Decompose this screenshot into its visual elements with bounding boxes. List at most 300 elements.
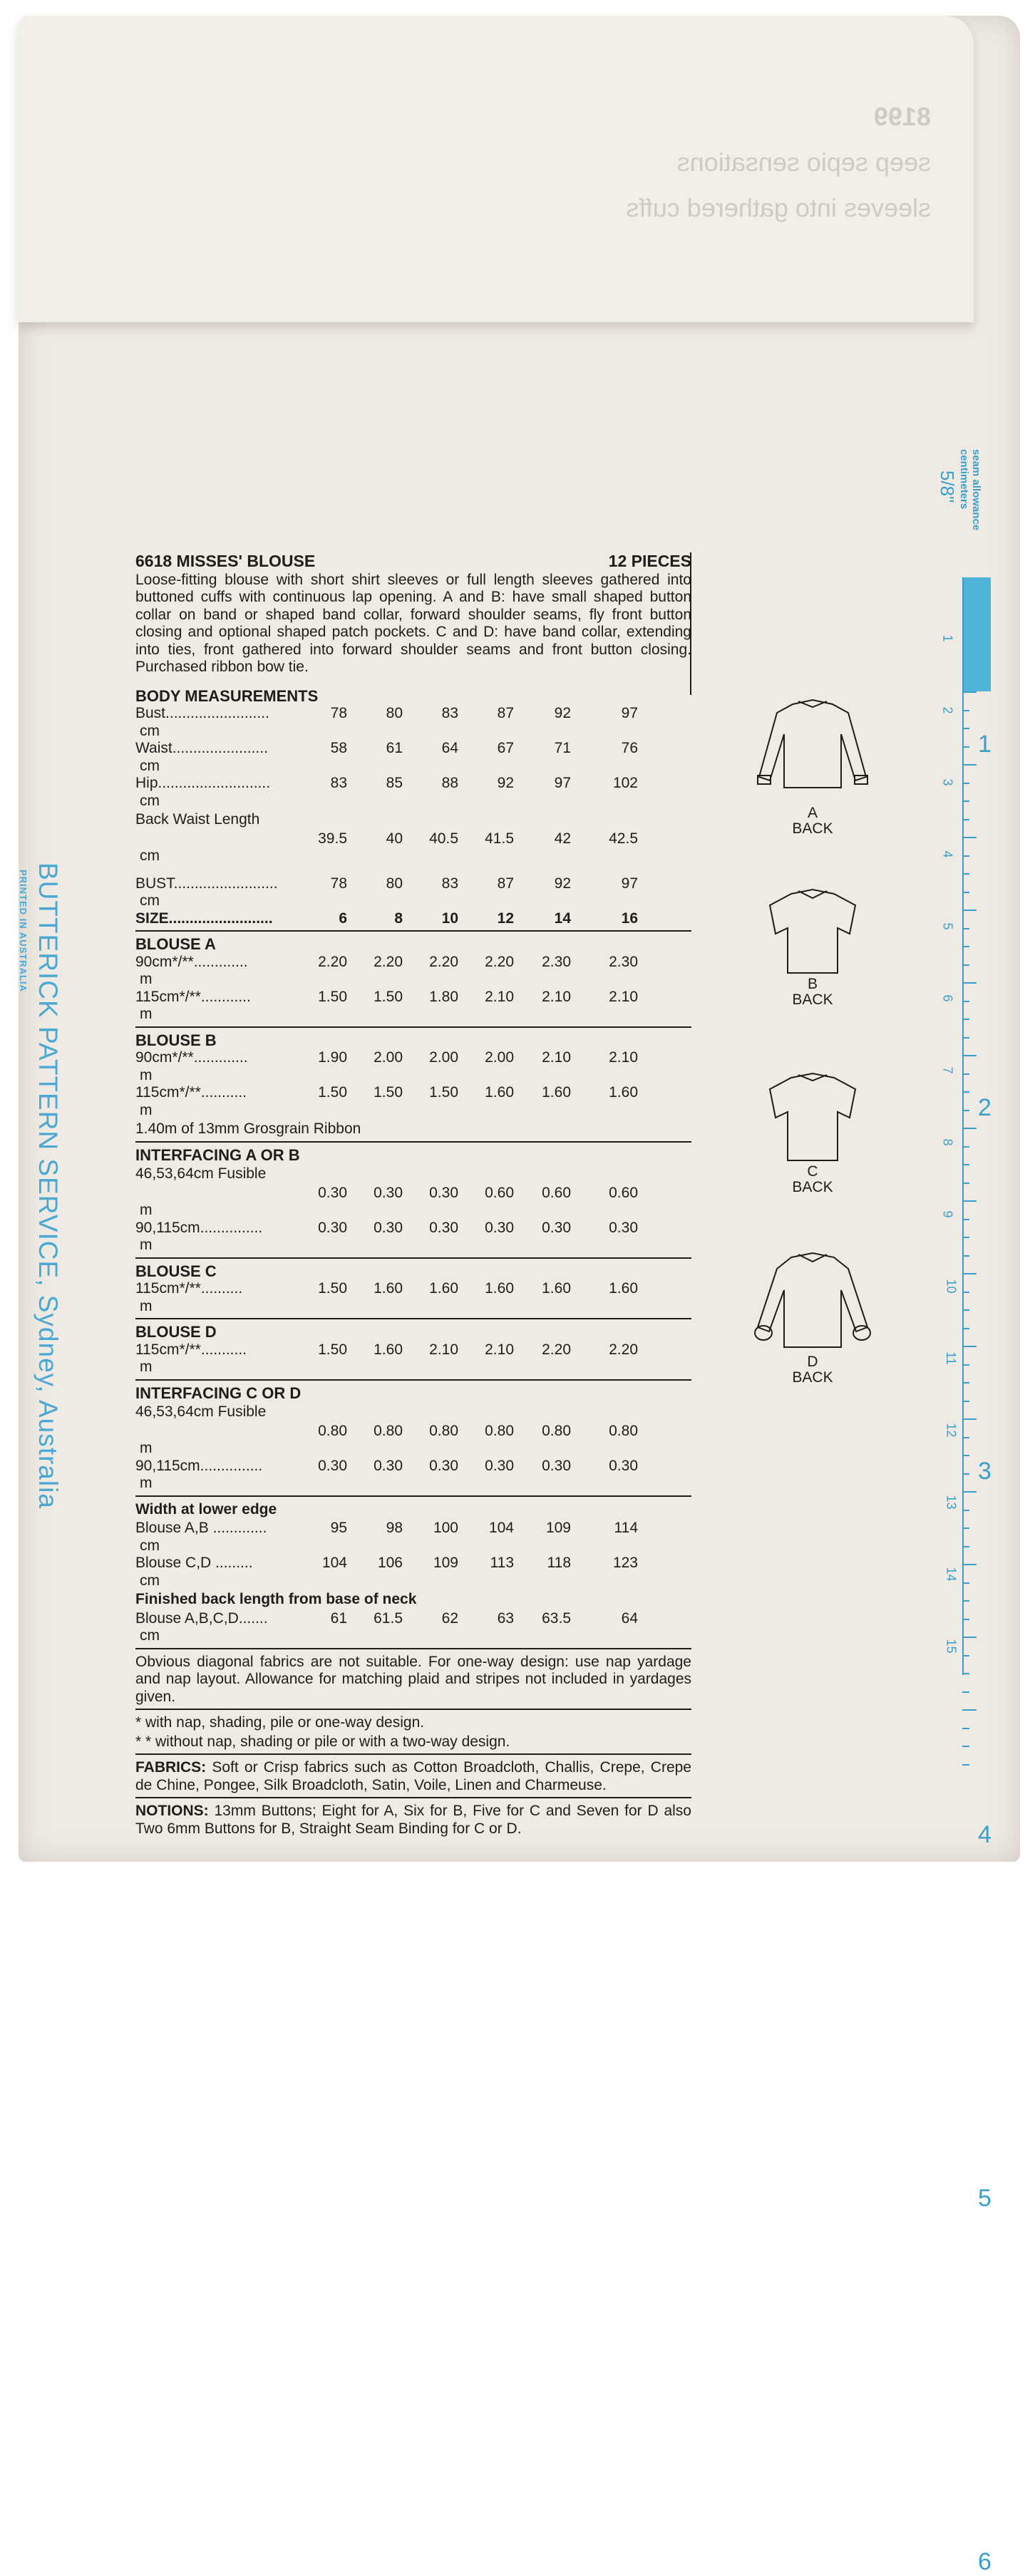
ruler-tick [962,1582,969,1584]
cell-unit: cm [140,1572,160,1589]
table-row [135,1458,691,1493]
cell-value: 95 [330,1520,347,1536]
ruler-tick [962,1328,969,1329]
cell-value: 98 [386,1520,403,1536]
cell-value: 42 [554,830,571,847]
seam-ruler [937,449,1005,2575]
cell-value: 114 [614,1520,638,1536]
table-row [135,1280,691,1315]
cell-unit: m [140,971,153,987]
cell-value: 2.20 [609,1341,638,1358]
ruler-tick [962,1273,977,1274]
blouse-a-heading: BLOUSE A [135,935,216,953]
blouse-c-heading: BLOUSE C [135,1262,217,1280]
ruler-tick [962,982,977,984]
cell-value: 2.20 [374,953,403,970]
envelope-flap [19,16,974,322]
cell-value: 1.60 [485,1280,514,1297]
cell-value: 61.5 [374,1609,403,1627]
cell-unit: cm [140,722,160,739]
cell-unit: cm [140,1627,160,1644]
cell-value: 1.50 [318,988,347,1005]
row-label: 115cm*/**........... [135,1341,247,1358]
diagonal-note: Obvious diagonal fabrics are not suitable. For one-way design: use nap yardage and nap layout. Allowance for matching plaid and stripes not included in yardages given. [135,1653,691,1705]
cell-value: 80 [386,705,403,721]
ruler-tick [962,1073,969,1075]
cell-value: 1.60 [429,1280,458,1297]
row-label: 115cm*/**.......... [135,1280,243,1297]
cell-value: 1.60 [542,1280,571,1297]
cell-value: 0.30 [374,1457,403,1474]
divider [135,1753,691,1755]
row-label: 90cm*/**............. [135,953,248,970]
brand-text: BUTTERICK PATTERN SERVICE, Sydney, Australia [34,862,63,1509]
cell-unit: m [140,1101,153,1118]
cell-value: 0.30 [609,1219,638,1236]
cell-value: 1.50 [318,1341,347,1358]
ruler-tick [962,837,977,838]
blouse-a-table [135,954,691,1024]
row-label: Blouse A,B ............. [135,1520,267,1536]
cell-unit: cm [140,847,160,864]
cell-value: 2.00 [429,1049,458,1066]
blouse-b-heading: BLOUSE B [135,1031,217,1049]
cell-value: 1.50 [374,1084,403,1101]
cell-value: 0.30 [318,1457,347,1474]
fabrics-text: Soft or Crisp fabrics such as Cotton Broadcloth, Challis, Crepe, Crepe de Chine, Pongee, Silk Broadcloth, Satin, Voile, Linen and Charmeuse. [135,1759,691,1793]
cell-value: 71 [554,740,571,756]
cell-value: 2.00 [374,1049,403,1066]
inch-mark: 1 [978,731,992,758]
divider [135,1797,691,1798]
cell-value: 85 [386,775,403,791]
cell-value: 0.30 [485,1457,514,1474]
cell-value: 100 [433,1520,458,1536]
cell-value: 0.80 [609,1422,638,1439]
cell-value: 87 [497,705,514,721]
cell-value: 1.60 [542,1084,571,1101]
cell-value: 78 [330,705,347,721]
printed-in-text: PRINTED IN AUSTRALIA [18,870,29,992]
ruler-tick [962,728,969,729]
ruler-tick [962,964,969,966]
cell-value: 8 [394,910,403,927]
ruler-tick [962,1510,969,1511]
cell-value: 42.5 [609,830,638,847]
cell-value: 0.80 [485,1422,514,1439]
bleed-line-2: seep sepio sensations [676,148,931,177]
ruler-tick [962,928,969,929]
ruler-tick [962,1346,977,1347]
interfacing-ab-table [135,1185,691,1254]
table-row [135,1610,691,1645]
table-row [135,830,691,865]
figure-c-letter: C [807,1163,818,1180]
ruler-tick [962,1146,969,1148]
ruler-tick [962,855,969,857]
ruler-tick [962,691,977,693]
piece-count: 12 PIECES [608,552,691,570]
cell-value: 92 [554,875,571,892]
ribbon-note: 1.40m of 13mm Grosgrain Ribbon [135,1120,361,1137]
cell-value: 104 [321,1555,347,1571]
side-branding [18,862,63,1575]
pattern-description: Loose-fitting blouse with short shirt sleeves or full length sleeves gathered into buttoned cuffs with continuous lap opening. A and B: have small shaped button collar on band or shaped band collar, forward shoulder seams, fly front button closing and optional shaped patch pockets. C and D: have band collar, extending into ties, front gathered into forward shoulder seams and front button closing. Purchased ribbon bow tie. [135,571,691,675]
cell-value: 1.50 [318,1280,347,1297]
table-row [135,1555,691,1590]
cell-value: 0.30 [429,1184,458,1201]
cell-value: 1.60 [485,1084,514,1101]
table-row [135,1341,691,1376]
cell-value: 40.5 [429,830,458,847]
inch-mark: 4 [978,1821,992,1848]
cell-value: 0.30 [429,1219,458,1236]
figure-c-view: BACK [792,1179,833,1195]
divider [135,930,691,932]
cell-value: 123 [612,1555,638,1571]
divider [135,1709,691,1710]
divider [135,1026,691,1028]
ruler-tick [962,819,969,820]
cell-value: 0.30 [542,1457,571,1474]
cell-value: 64 [441,740,458,756]
cell-value: 1.50 [374,988,403,1005]
fabrics-label: FABRICS: [135,1759,207,1776]
ruler-tick [962,1491,977,1493]
cell-unit: m [140,1475,153,1491]
ruler-tick [962,1219,969,1220]
cm-mark: 2 [940,706,955,714]
cell-value: 41.5 [485,830,514,847]
ruler-tick [962,1746,969,1747]
table-row [135,910,691,928]
figure-b-letter: B [807,976,818,992]
ruler-tick [962,1364,969,1366]
cell-value: 2.20 [429,953,458,970]
table-row [135,1084,691,1119]
cell-value: 1.50 [318,1084,347,1101]
interfacing-cd-table [135,1423,691,1493]
blouse-d-table [135,1341,691,1376]
back-waist-label: Back Waist Length [135,811,260,828]
bleed-line-3: sleeves into gathered cuffs [626,193,931,222]
cell-value: 102 [612,775,638,791]
cell-value: 1.60 [374,1280,403,1297]
back-waist-row [135,830,691,865]
cell-value: 83 [441,705,458,721]
blouse-b-back-icon [748,884,877,977]
figure-d-letter: D [807,1354,818,1370]
cell-value: 1.50 [429,1084,458,1101]
interfacing-ab-sub: 46,53,64cm Fusible [135,1165,267,1182]
cell-unit: cm [140,792,160,809]
ruler-tick [962,1019,969,1020]
ruler-caption [958,449,982,530]
blouse-c-table [135,1280,691,1315]
ruler-tick [962,1418,977,1420]
cell-unit: m [140,1066,153,1083]
ruler-tick [962,1037,969,1039]
cell-value: 58 [330,740,347,756]
ruler-tick [962,1728,969,1729]
ruler-tick [962,1001,969,1002]
ruler-caption-1: seam allowance [970,449,982,531]
ruler-tick [962,1309,969,1311]
cell-value: 83 [330,775,347,791]
cell-value: 97 [621,875,638,892]
notions-label: NOTIONS: [135,1803,209,1819]
interfacing-cd-heading: INTERFACING C OR D [135,1384,302,1402]
cell-value: 2.30 [542,953,571,970]
divider [135,1379,691,1381]
length-table [135,1610,691,1645]
divider [135,1318,691,1319]
ruler-tick [962,1237,969,1238]
cell-value: 92 [554,705,571,721]
ruler-tick [962,1128,977,1129]
ruler-tick [962,946,969,947]
fabrics-note [135,1759,691,1794]
body-measurements-table [135,705,691,810]
cell-value: 76 [621,740,638,756]
cell-value: 40 [386,830,403,847]
ruler-tick [962,1673,969,1674]
length-heading: Finished back length from base of neck [135,1591,417,1607]
interfacing-cd-sub: 46,53,64cm Fusible [135,1403,267,1420]
inch-mark: 3 [978,1458,992,1485]
cell-value: 106 [377,1555,403,1571]
cell-value: 87 [497,875,514,892]
cm-mark: 3 [940,778,955,786]
cm-mark: 9 [940,1210,955,1218]
cell-value: 61 [330,1609,347,1627]
cell-value: 2.10 [609,1049,638,1066]
blouse-c-back-icon [748,1068,877,1164]
blouse-d-back-icon [745,1247,880,1354]
cell-value: 10 [441,910,458,927]
cell-value: 78 [330,875,347,892]
cell-value: 2.00 [485,1049,514,1066]
row-label: 90,115cm............... [135,1457,263,1474]
row-label: 115cm*/**............ [135,988,251,1005]
cell-value: 0.30 [318,1219,347,1236]
ruler-tick [962,1709,977,1711]
table-row [135,1049,691,1084]
divider [135,1257,691,1259]
cell-value: 62 [441,1609,458,1627]
cell-value: 39.5 [318,830,347,847]
ruler-tick [962,1401,969,1402]
width-heading: Width at lower edge [135,1500,277,1518]
ruler-tick [962,1619,969,1620]
ruler-tick [962,1655,969,1657]
blouse-a-back-icon [748,691,877,805]
ruler-tick [962,1691,969,1693]
cell-value: 16 [621,910,638,927]
row-label: Bust......................... [135,705,269,721]
cell-value: 2.20 [485,953,514,970]
cell-value: 2.20 [542,1341,571,1358]
row-label: 115cm*/**........... [135,1084,247,1101]
cell-value: 113 [490,1555,514,1571]
cm-mark: 10 [944,1279,959,1294]
pattern-title: 6618 MISSES' BLOUSE [135,552,316,570]
cell-value: 1.90 [318,1049,347,1066]
ruler-tick [962,746,969,748]
ruler-tick [962,1546,969,1547]
cm-mark: 11 [943,1351,958,1365]
cm-mark: 12 [944,1423,959,1438]
ruler-tick [962,1527,969,1529]
ruler-tick [962,1183,969,1184]
table-row [135,954,691,989]
interfacing-ab-heading: INTERFACING A OR B [135,1145,300,1164]
ruler-main-label: 5/8" [937,470,958,503]
blouse-b-table [135,1049,691,1119]
cm-mark: 14 [944,1567,959,1582]
ruler-tick [962,892,969,893]
cell-unit: m [140,1440,153,1456]
cell-value: 0.60 [609,1184,638,1201]
ruler-tick [962,1055,977,1056]
inch-mark: 2 [978,1094,992,1121]
cm-mark: 13 [944,1495,959,1510]
bleed-line-1: 8199 [873,102,931,131]
cell-value: 64 [621,1609,638,1627]
ruler-band [962,577,991,691]
ruler-tick [962,1091,969,1093]
table-row [135,875,691,910]
cell-value: 0.80 [429,1422,458,1439]
row-label: Blouse C,D ......... [135,1555,253,1571]
ruler-tick [962,1200,977,1202]
cm-mark: 15 [944,1639,959,1654]
cell-value: 12 [497,910,514,927]
cell-value: 0.30 [429,1457,458,1474]
ruler-tick [962,1564,977,1565]
cell-value: 0.60 [485,1184,514,1201]
table-row [135,1423,691,1458]
cm-mark: 4 [940,850,955,858]
notions-note [135,1803,691,1838]
table-row [135,1220,691,1254]
ruler-tick [962,1164,969,1165]
figure-c [734,1068,891,1195]
figure-d [734,1247,891,1386]
cell-unit: cm [140,1537,160,1554]
ruler-tick [962,910,977,911]
cell-value: 1.60 [609,1280,638,1297]
cell-unit: m [140,1202,153,1218]
cell-value: 2.10 [542,1049,571,1066]
ruler-tick [962,873,969,875]
table-row [135,775,691,810]
ruler-tick [962,800,969,802]
cell-value: 118 [547,1555,571,1571]
cell-value: 1.80 [429,988,458,1005]
cell-value: 0.80 [318,1422,347,1439]
cell-value: 92 [497,775,514,791]
inch-mark: 5 [978,2185,992,2212]
cell-value: 63 [497,1609,514,1627]
cell-value: 14 [554,910,571,927]
ruler-tick [962,1110,969,1111]
cell-unit: m [140,1006,153,1022]
cell-unit: m [140,1297,153,1314]
cell-value: 97 [621,705,638,721]
figure-a-letter: A [807,805,818,821]
cell-value: 97 [554,775,571,791]
ruler-tick [962,1255,969,1257]
cell-value: 0.30 [374,1219,403,1236]
row-label: Waist....................... [135,740,268,756]
cell-value: 2.10 [429,1341,458,1358]
cell-unit: cm [140,892,160,909]
table-row [135,1520,691,1555]
cell-unit: m [140,1237,153,1253]
cell-value: 2.10 [609,988,638,1005]
cell-value: 2.10 [485,988,514,1005]
ruler-caption-2: centimeters [958,449,970,510]
cell-value: 2.10 [542,988,571,1005]
ruler-tick [962,1637,977,1638]
nap-note-2: * * without nap, shading or pile or with a two-way design. [135,1733,510,1750]
ruler-tick [962,1437,969,1438]
cell-value: 83 [441,875,458,892]
ruler-tick [962,710,969,711]
cell-unit: m [140,1359,153,1375]
cell-value: 63.5 [542,1609,571,1627]
cm-mark: 8 [940,1138,955,1146]
cell-unit: cm [140,757,160,774]
divider [135,1141,691,1143]
cell-value: 104 [488,1520,514,1536]
cell-value: 0.30 [542,1219,571,1236]
divider [135,1495,691,1497]
flap-bleed-through-text [318,94,931,231]
cell-value: 1.60 [609,1084,638,1101]
ruler-tick [962,1455,969,1456]
row-label: SIZE......................... [135,910,273,927]
ruler-tick [962,1292,969,1293]
figure-b [734,884,891,1008]
cell-value: 109 [545,1520,571,1536]
table-row [135,740,691,775]
row-label: 90cm*/**............. [135,1049,248,1066]
cell-value: 0.30 [485,1219,514,1236]
cm-mark: 5 [940,922,955,930]
bust-row [135,875,691,910]
cell-value: 0.30 [374,1184,403,1201]
ruler-tick [962,1600,969,1602]
table-row [135,705,691,740]
cell-value: 0.80 [374,1422,403,1439]
ruler-tick [962,1382,969,1384]
cell-value: 88 [441,775,458,791]
divider [135,1648,691,1649]
cell-value: 80 [386,875,403,892]
ruler-tick [962,764,977,766]
blouse-d-heading: BLOUSE D [135,1323,217,1341]
cell-value: 6 [339,910,347,927]
body-measurements-heading: BODY MEASUREMENTS [135,686,319,705]
inch-mark: 6 [978,2548,992,2575]
figure-a [734,691,891,837]
cell-value: 2.30 [609,953,638,970]
cm-mark: 1 [940,634,955,642]
ruler-tick [962,1473,969,1475]
figure-d-view: BACK [792,1369,833,1386]
